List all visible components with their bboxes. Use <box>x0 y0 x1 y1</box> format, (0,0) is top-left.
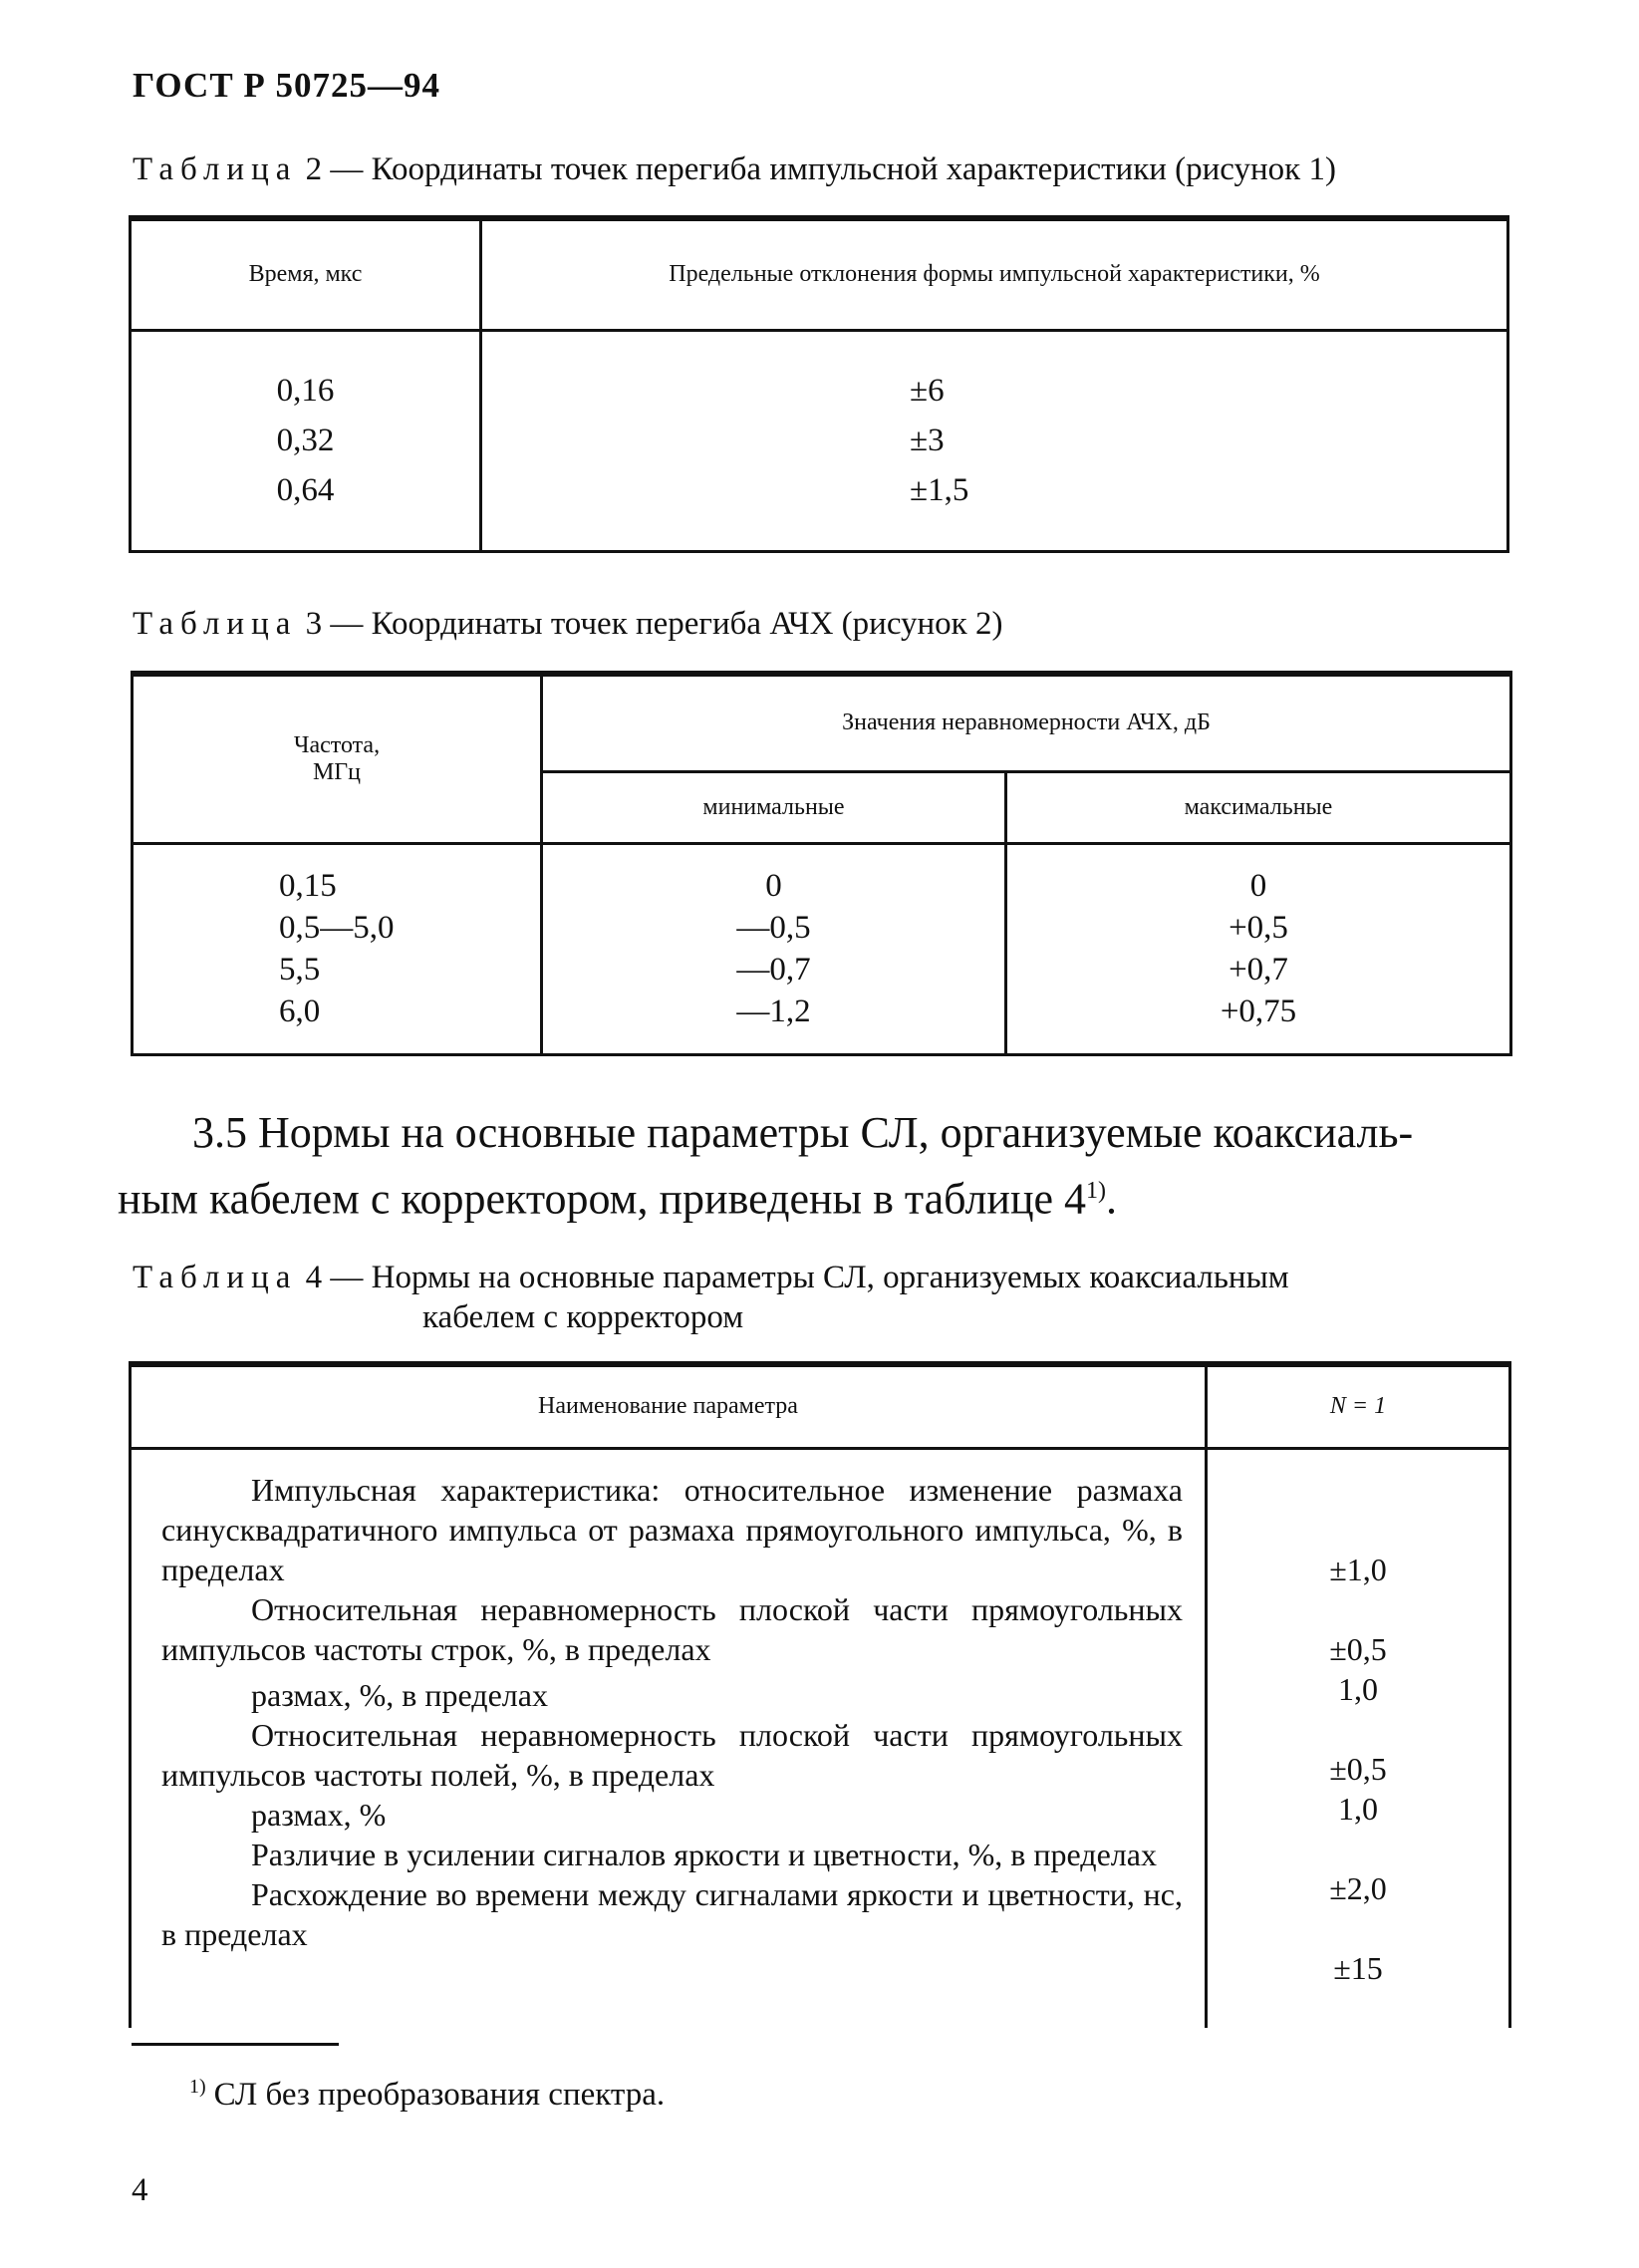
table3-min-column <box>542 843 1006 1054</box>
table2-row-time: 0,16 <box>276 373 335 409</box>
table4-value: 1,0 <box>1338 1790 1378 1827</box>
table2-row-dev: ±1,5 <box>910 472 969 508</box>
table4-col2-header: N = 1 <box>1207 1364 1510 1448</box>
table4-col1-header: Наименование параметра <box>131 1364 1207 1448</box>
table3-row-freq: 0,15 <box>279 868 337 904</box>
document-header: ГОСТ Р 50725—94 <box>133 66 441 105</box>
table4-caption-word: Таблица <box>133 1260 298 1295</box>
table4-value: ±2,0 <box>1329 1869 1387 1906</box>
table2-row-dev: ±3 <box>910 423 945 458</box>
table3-row-max: +0,5 <box>1229 910 1288 946</box>
table3-caption-word: Таблица <box>133 606 298 642</box>
table3-caption <box>133 604 1002 644</box>
table3-freq-column <box>133 843 542 1054</box>
table4-value-column <box>1207 1448 1510 2028</box>
table3-max-column <box>1006 843 1511 1054</box>
table4-parameter-column <box>131 1448 1207 2028</box>
table4 <box>129 1361 1511 2028</box>
table3-caption-text: 3 — Координаты точек перегиба АЧХ (рисунок 2) <box>305 606 1003 642</box>
table3-row-freq: 6,0 <box>279 993 321 1029</box>
table2 <box>129 215 1509 553</box>
section-3-5-footnote-ref: 1) <box>1086 1178 1107 1204</box>
table3-row-min: —0,5 <box>736 910 811 946</box>
table2-caption <box>133 149 1336 189</box>
table4-caption-line2: кабелем с корректором <box>422 1299 744 1335</box>
table4-param-row: Различие в усилении сигналов яркости и цветности, %, в пределах <box>251 1836 1157 1872</box>
footnote-separator <box>132 2043 339 2046</box>
table2-row-time: 0,64 <box>276 472 335 508</box>
table3-group-header: Значения неравномерности АЧХ, дБ <box>542 674 1511 771</box>
table4-value: ±15 <box>1333 1949 1383 1986</box>
table3-row-min: 0 <box>765 868 782 904</box>
table4-value: 1,0 <box>1338 1670 1378 1707</box>
footnote-mark: 1) <box>189 2076 206 2098</box>
table3-row-max: +0,75 <box>1220 993 1297 1029</box>
table3-row-freq: 5,5 <box>279 952 321 988</box>
table4-param-row: Импульсная характеристика: относительное изменение размаха синусквадратичного импульса от размаха прямоугольного импульса, %, в пределах <box>161 1471 1183 1587</box>
table3-row-max: 0 <box>1249 868 1267 904</box>
table3-sub-min: минимальные <box>542 771 1006 843</box>
table4-caption-line1: 4 — Нормы на основные параметры СЛ, организуемых коаксиальным <box>305 1260 1289 1295</box>
table3-sub-max: максимальные <box>1006 771 1511 843</box>
table3-col1-header-line2: МГц <box>312 758 362 785</box>
table4-value: ±0,5 <box>1329 1750 1387 1787</box>
table2-time-column <box>131 330 481 551</box>
section-3-5-line1: 3.5 Нормы на основные параметры СЛ, организуемые коаксиаль- <box>192 1108 1414 1157</box>
table3-col1-header <box>133 674 542 843</box>
section-3-5-line2 <box>118 1162 1117 1229</box>
table4-caption <box>133 1258 1289 1297</box>
table4-value: ±1,0 <box>1329 1551 1387 1587</box>
table2-caption-word: Таблица <box>133 151 298 187</box>
table3 <box>131 671 1512 1056</box>
table4-value: ±0,5 <box>1329 1630 1387 1667</box>
footnote <box>189 2076 665 2114</box>
table2-row-time: 0,32 <box>276 423 335 458</box>
table4-param-row: размах, %, в пределах <box>251 1676 548 1713</box>
table2-dev-column <box>481 330 1508 551</box>
footnote-text: СЛ без преобразования спектра. <box>213 2077 666 2113</box>
table3-col1-header-line1: Частота, <box>293 731 381 758</box>
table3-row-min: —1,2 <box>736 993 811 1029</box>
table4-param-row: Относительная неравномерность плоской части прямоугольных импульсов частоты полей, %, в пределах <box>161 1716 1183 1793</box>
table2-caption-text: 2 — Координаты точек перегиба импульсной характеристики (рисунок 1) <box>305 151 1336 187</box>
table3-row-freq: 0,5—5,0 <box>279 910 395 946</box>
section-3-5-period: . <box>1106 1174 1118 1224</box>
table4-param-row: размах, % <box>251 1796 387 1833</box>
table3-row-min: —0,7 <box>736 952 811 988</box>
table4-param-row: Расхождение во времени между сигналами яркости и цветности, нс, в пределах <box>161 1875 1183 1952</box>
table2-col1-header: Время, мкс <box>131 218 481 330</box>
section-3-5-line2-text: ным кабелем с корректором, приведены в таблице 4 <box>118 1174 1087 1224</box>
table2-row-dev: ±6 <box>910 373 945 409</box>
table2-col2-header: Предельные отклонения формы импульсной характеристики, % <box>481 218 1508 330</box>
table3-row-max: +0,7 <box>1229 952 1288 988</box>
page-number: 4 <box>132 2172 148 2208</box>
table4-param-row: Относительная неравномерность плоской части прямоугольных импульсов частоты строк, %, в пределах <box>161 1590 1183 1667</box>
